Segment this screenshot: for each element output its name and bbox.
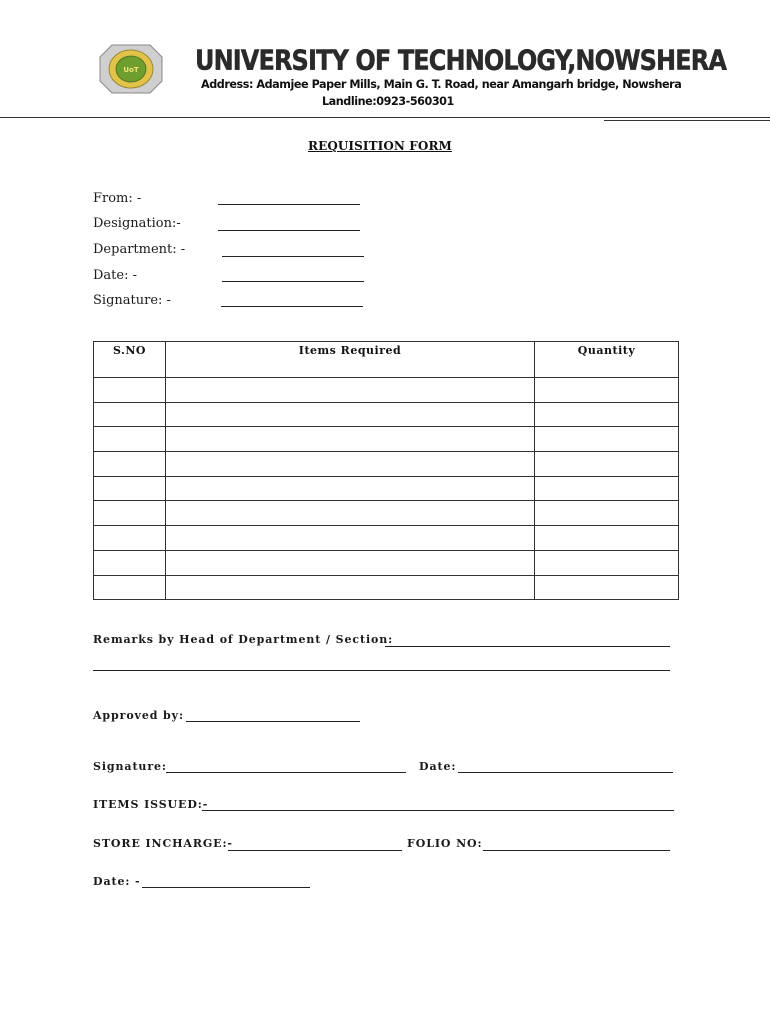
date-field[interactable] <box>222 281 364 282</box>
table-row <box>94 427 679 452</box>
store-incharge-label: STORE INCHARGE:- <box>93 837 233 850</box>
folio-no-label: FOLIO NO: <box>407 837 483 850</box>
approved-by-field[interactable] <box>186 721 360 722</box>
quantity-cell[interactable] <box>535 526 679 551</box>
item-cell[interactable] <box>166 476 535 501</box>
item-cell[interactable] <box>166 402 535 427</box>
signature-label: Signature: - <box>93 293 171 308</box>
university-name: UNIVERSITY OF TECHNOLOGY,NOWSHERA <box>195 44 726 77</box>
table-row <box>94 501 679 526</box>
sno-cell[interactable] <box>94 476 166 501</box>
form-title: REQUISITION FORM <box>308 139 452 153</box>
table-row <box>94 476 679 501</box>
column-header-items: Items Required <box>166 342 535 378</box>
bottom-signature-label: Signature: <box>93 760 167 773</box>
logo-text: UoT <box>123 66 139 74</box>
sno-cell[interactable] <box>94 452 166 477</box>
remarks-label: Remarks by Head of Department / Section: <box>93 633 394 646</box>
store-incharge-field[interactable] <box>228 850 402 851</box>
bottom-date-field[interactable] <box>458 772 673 773</box>
table-row <box>94 526 679 551</box>
quantity-cell[interactable] <box>535 402 679 427</box>
sno-cell[interactable] <box>94 378 166 403</box>
signature-field[interactable] <box>221 306 363 307</box>
remarks-field[interactable] <box>385 646 670 647</box>
table-row <box>94 575 679 600</box>
table-row <box>94 452 679 477</box>
approved-by-label: Approved by: <box>93 709 184 722</box>
bottom-date-label: Date: <box>419 760 457 773</box>
quantity-cell[interactable] <box>535 452 679 477</box>
date-label: Date: - <box>93 268 137 283</box>
header-divider-secondary <box>604 120 770 121</box>
table-row <box>94 378 679 403</box>
designation-field[interactable] <box>218 230 360 231</box>
item-cell[interactable] <box>166 452 535 477</box>
column-header-sno: S.NO <box>94 342 166 378</box>
final-date-field[interactable] <box>142 887 310 888</box>
sno-cell[interactable] <box>94 402 166 427</box>
sno-cell[interactable] <box>94 501 166 526</box>
sno-cell[interactable] <box>94 427 166 452</box>
item-cell[interactable] <box>166 575 535 600</box>
item-cell[interactable] <box>166 378 535 403</box>
quantity-cell[interactable] <box>535 550 679 575</box>
table-row <box>94 402 679 427</box>
quantity-cell[interactable] <box>535 378 679 403</box>
from-label: From: - <box>93 191 142 206</box>
items-table <box>93 341 679 600</box>
column-header-quantity: Quantity <box>535 342 679 378</box>
designation-label: Designation:- <box>93 216 181 231</box>
item-cell[interactable] <box>166 526 535 551</box>
department-label: Department: - <box>93 242 186 257</box>
bottom-signature-field[interactable] <box>166 772 406 773</box>
university-logo <box>98 43 164 95</box>
item-cell[interactable] <box>166 501 535 526</box>
table-header-row <box>94 342 679 378</box>
final-date-label: Date: - <box>93 875 141 888</box>
header-divider <box>0 117 770 118</box>
sno-cell[interactable] <box>94 575 166 600</box>
item-cell[interactable] <box>166 427 535 452</box>
university-address: Address: Adamjee Paper Mills, Main G. T. Road, near Amangarh bridge, Nowshera <box>201 78 682 91</box>
remarks-field-line-2[interactable] <box>93 670 670 671</box>
quantity-cell[interactable] <box>535 575 679 600</box>
sno-cell[interactable] <box>94 526 166 551</box>
items-issued-field[interactable] <box>202 810 674 811</box>
quantity-cell[interactable] <box>535 476 679 501</box>
quantity-cell[interactable] <box>535 501 679 526</box>
sno-cell[interactable] <box>94 550 166 575</box>
quantity-cell[interactable] <box>535 427 679 452</box>
from-field[interactable] <box>218 204 360 205</box>
department-field[interactable] <box>222 256 364 257</box>
item-cell[interactable] <box>166 550 535 575</box>
table-row <box>94 550 679 575</box>
items-issued-label: ITEMS ISSUED:- <box>93 798 209 811</box>
folio-no-field[interactable] <box>483 850 670 851</box>
university-landline: Landline:0923-560301 <box>322 95 454 108</box>
